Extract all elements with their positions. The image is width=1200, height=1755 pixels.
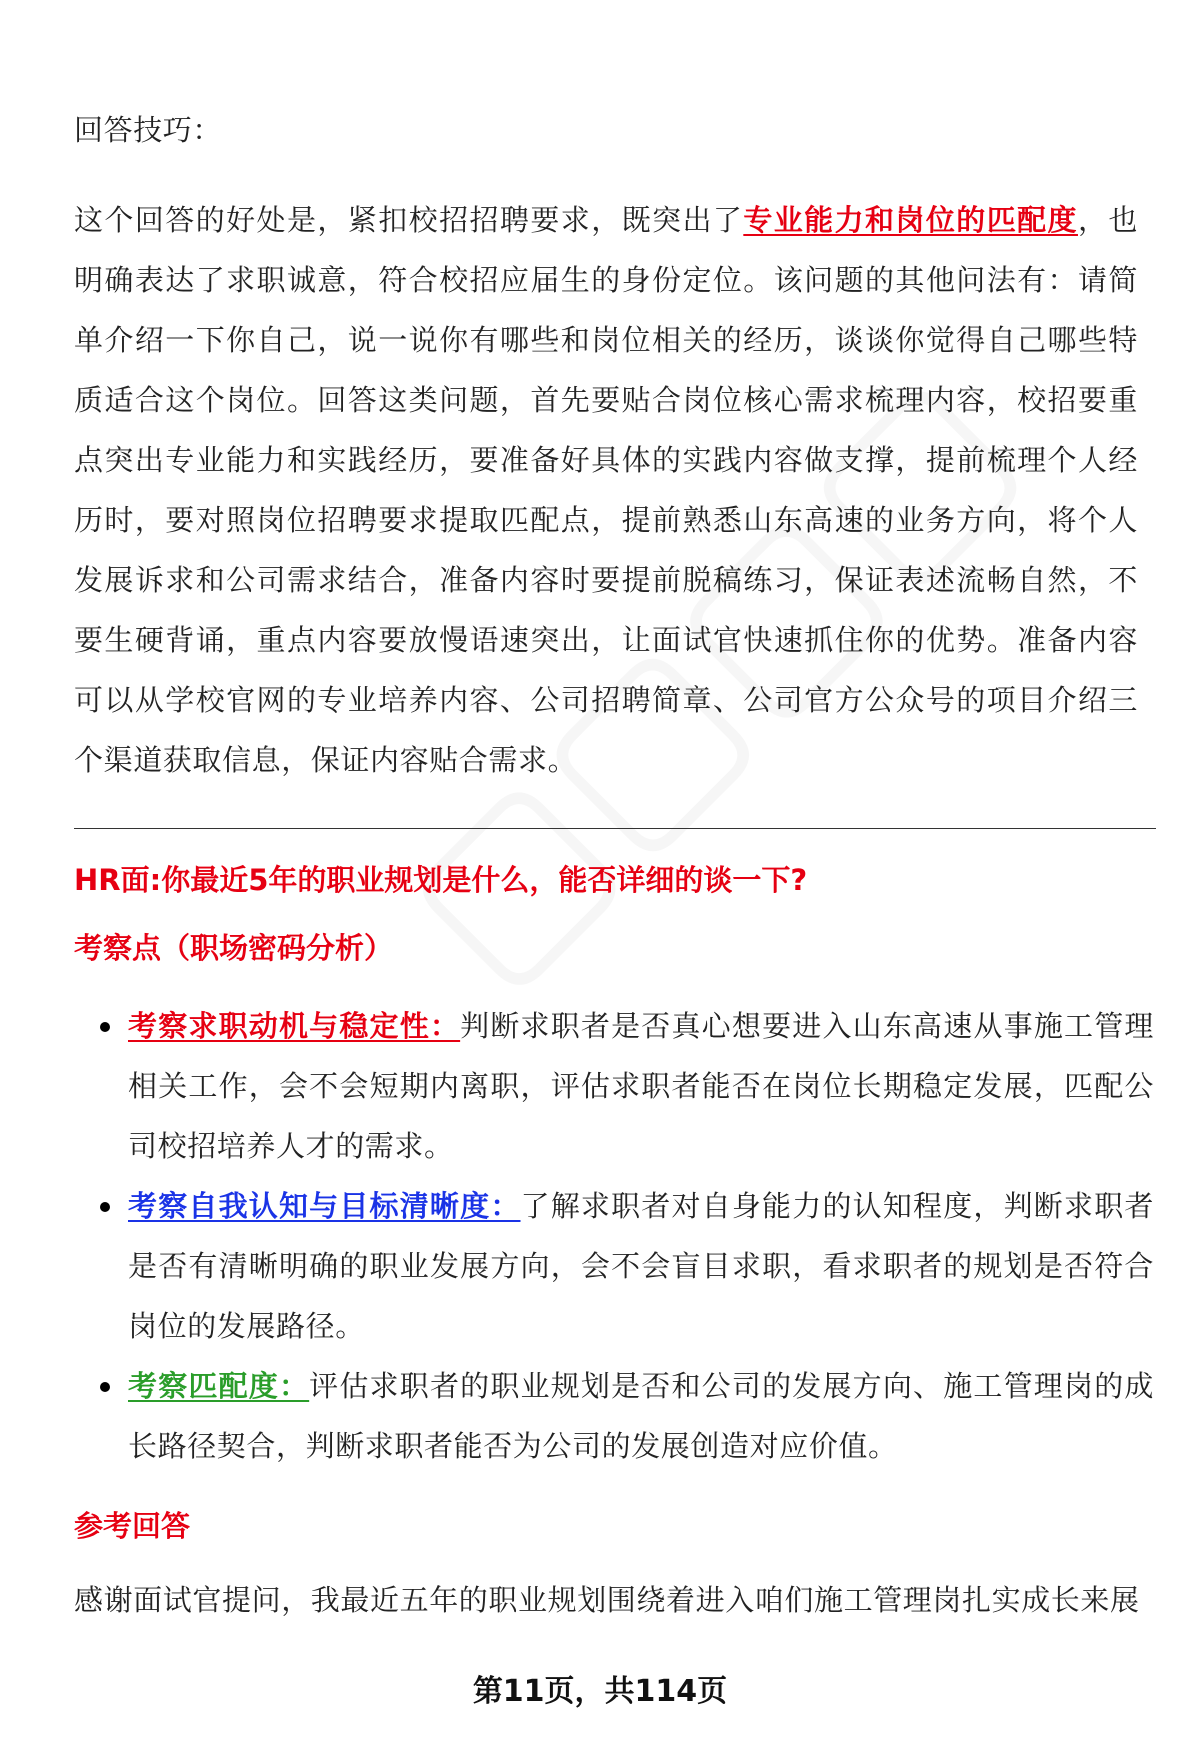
answer-text: 感谢面试官提问，我最近五年的职业规划围绕着进入咱们施工管理岗扎实成长来展 [74, 1583, 1140, 1617]
point-text: 评估求职者的职业规划是否和公司的发展方向、施工管理岗的成长路径契合，判断求职者能否为公司的发展创造对应价值。 [128, 1369, 1154, 1463]
tips-text-before: 这个回答的好处是，紧扣校招招聘要求，既突出了 [74, 203, 744, 237]
point-text: 判断求职者是否真心想要进入山东高速从事施工管理相关工作，会不会短期内离职，评估求职者能否在岗位长期稳定发展，匹配公司校招培养人才的需求。 [128, 1009, 1154, 1163]
list-item [74, 1356, 1154, 1476]
list-item [74, 1176, 1154, 1356]
question-section [74, 860, 1154, 1630]
answer-heading: 参考回答 [74, 1509, 191, 1543]
point-keyword: 考察求职动机与稳定性： [128, 1009, 461, 1043]
tips-text-after: ，也明确表达了求职诚意，符合校招应届生的身份定位。该问题的其他问法有：请简单介绍一下你自己，说一说你有哪些和岗位相关的经历，谈谈你觉得自己哪些特质适合这个岗位。回答这类问题，首先要贴合岗位核心需求梳理内容，校招要重点突出专业能力和实践经历，要准备好具体的实践内容做支撑，提前梳理个人经历时，要对照岗位招聘要求提取匹配点，提前熟悉山东高速的业务方向，将个人发展诉求和公司需求结合，准备内容时要提前脱稿练习，保证表述流畅自然，不要生硬背诵，重点内容要放慢语速突出，让面试官快速抓住你的优势。准备内容可以从学校官网的专业培养内容、公司招聘简章、公司官方公众号的项目介绍三个渠道获取信息，保证内容贴合需求。 [74, 203, 1138, 777]
tips-label: 回答技巧： [74, 113, 223, 147]
tips-section [74, 100, 1138, 790]
points-heading: 考察点（职场密码分析） [74, 931, 394, 965]
bullet-icon [100, 1382, 110, 1392]
tips-highlight: 专业能力和岗位的匹配度 [743, 203, 1078, 237]
section-divider [74, 828, 1156, 829]
question-title: HR面:你最近5年的职业规划是什么，能否详细的谈一下? [74, 863, 808, 897]
point-keyword: 考察匹配度： [128, 1369, 310, 1403]
bullet-icon [100, 1202, 110, 1212]
list-item [74, 996, 1154, 1176]
point-text: 了解求职者对自身能力的认知程度，判断求职者是否有清晰明确的职业发展方向，会不会盲目求职，看求职者的规划是否符合岗位的发展路径。 [128, 1189, 1154, 1343]
point-keyword: 考察自我认知与目标清晰度： [128, 1189, 521, 1223]
points-list [74, 996, 1154, 1476]
tips-paragraph [74, 190, 1138, 790]
bullet-icon [100, 1022, 110, 1032]
page-number: 第11页，共114页 [472, 1674, 728, 1709]
